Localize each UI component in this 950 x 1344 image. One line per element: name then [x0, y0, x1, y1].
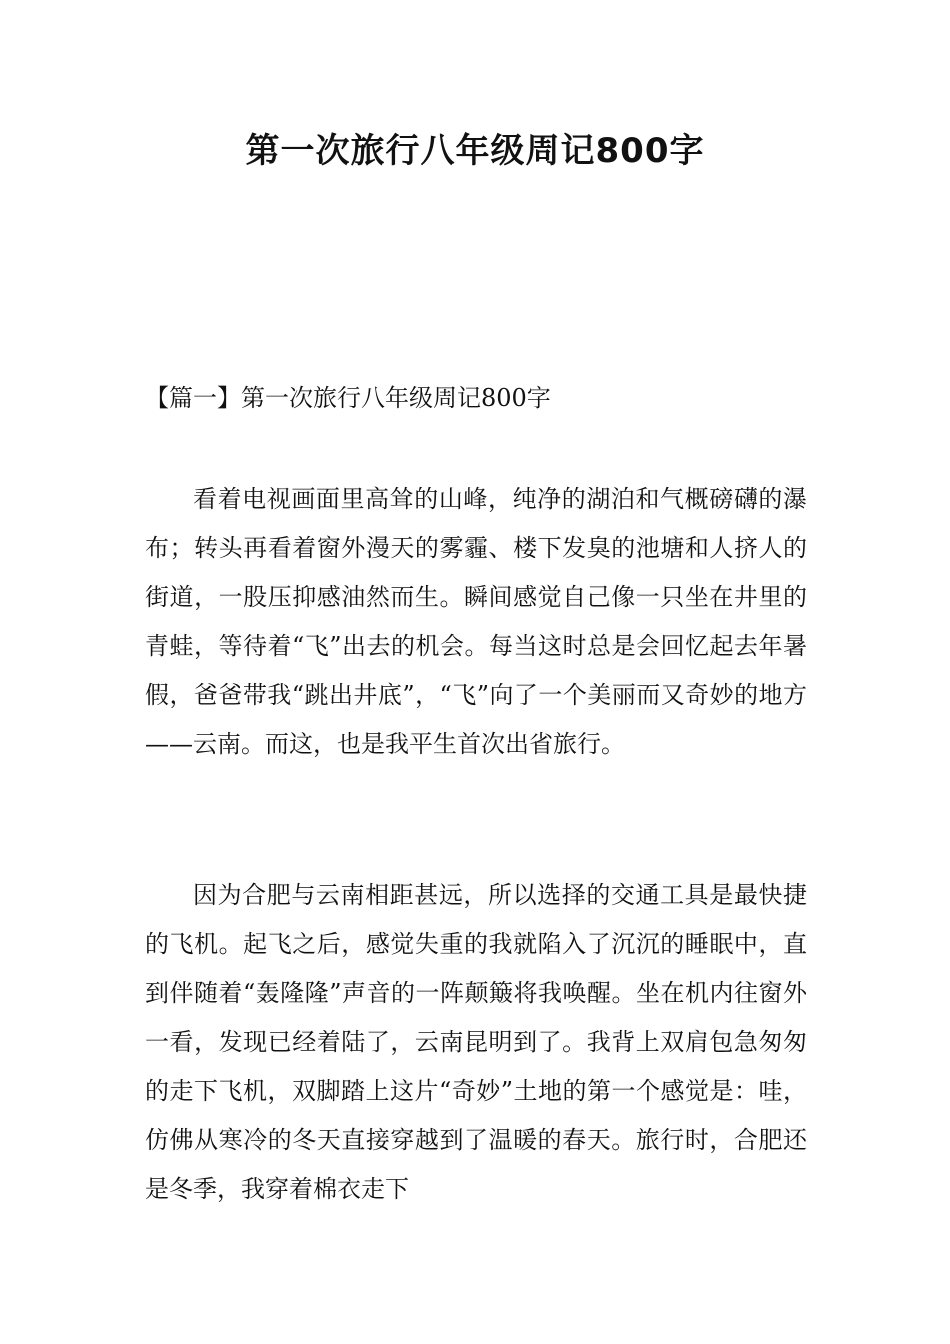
- body-paragraph-1: 看着电视画面里高耸的山峰，纯净的湖泊和气概磅礴的瀑布；转头再看着窗外漫天的雾霾、楼下发臭的池塘和人挤人的街道，一股压抑感油然而生。瞬间感觉自己像一只坐在井里的青蛙，等待着“飞”出去的机会。每当这时总是会回忆起去年暑假，爸爸带我“跳出井底”，“飞”向了一个美丽而又奇妙的地方——云南。而这，也是我平生首次出省旅行。: [145, 485, 807, 758]
- body-paragraph-2: 因为合肥与云南相距甚远，所以选择的交通工具是最快捷的飞机。起飞之后，感觉失重的我就陷入了沉沉的睡眠中，直到伴随着“轰隆隆”声音的一阵颠簸将我唤醒。坐在机内往窗外一看，发现已经着陆了，云南昆明到了。我背上双肩包急匆匆的走下飞机，双脚踏上这片“奇妙”土地的第一个感觉是：哇，仿佛从寒冷的冬天直接穿越到了温暖的春天。旅行时，合肥还是冬季，我穿着棉衣走下: [145, 881, 807, 1203]
- document-title: 第一次旅行八年级周记800字: [245, 131, 705, 171]
- section-heading: 【篇一】第一次旅行八年级周记800字: [145, 384, 551, 412]
